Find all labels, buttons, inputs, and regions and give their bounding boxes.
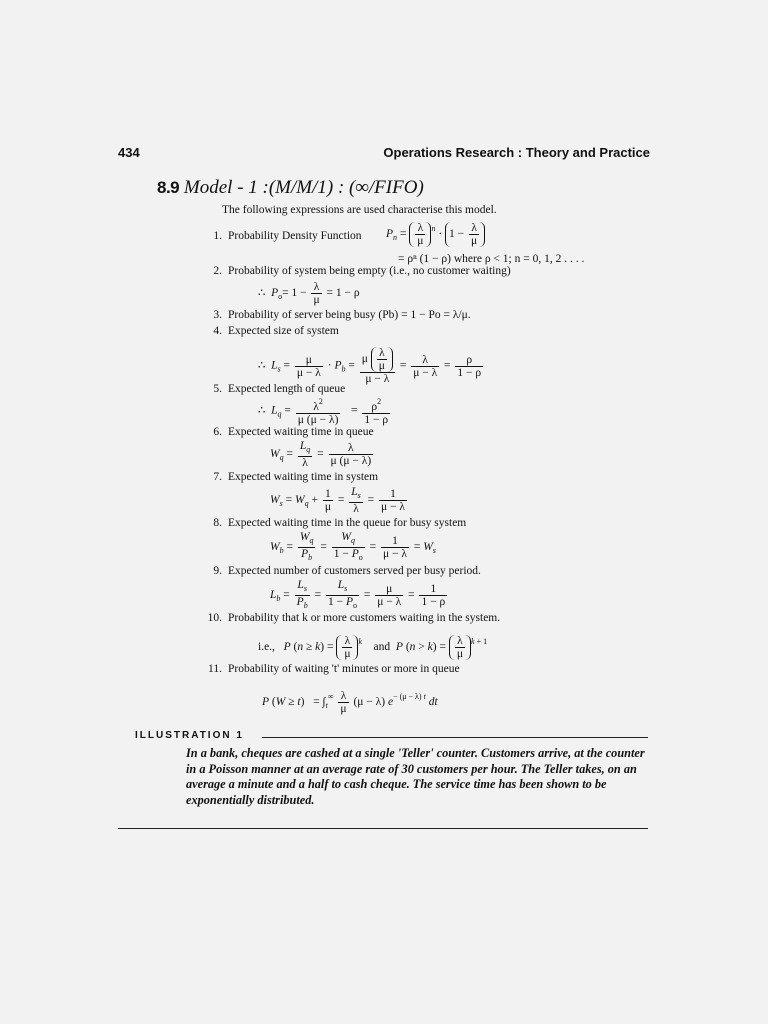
formula-10: i.e., P (n ≥ k) = $\frac{\lambda}{\mu}$ $^k$ and P (n > k) = $\frac{\lambda}{\mu}$ $^{k + 1}$ <box>258 635 488 660</box>
list-item <box>198 612 500 624</box>
formula-2: ∴ $P_o= 1$ − $\frac{\lambda}{\mu}$ = 1 − ρ <box>258 281 360 306</box>
bottom-rule <box>118 828 648 829</box>
item-text: Probability Density Function <box>228 230 362 242</box>
book-title: Operations Research : Theory and Practice <box>383 145 650 160</box>
formula-and: and <box>373 641 391 654</box>
formula-1: $P_n$ = $\frac{\lambda}{\mu}$ $^n$ · 1 − $\frac{\lambda}{\mu}$ <box>386 222 485 247</box>
item-number: 3. <box>213 309 222 321</box>
formula-1-condition: = ρⁿ (1 − ρ) where ρ < 1; n = 0, 1, 2 . . . . <box>398 253 585 265</box>
item-number: 11. <box>208 663 222 675</box>
list-item <box>198 230 362 242</box>
formula-7: $W_s = W_q$ + $\frac{1}{\mu}$ = $\frac{L_s}{\lambda}$ = $\frac{1}{\mu - \lambda}$ <box>270 486 405 515</box>
list-item <box>198 517 466 529</box>
formula-9: $L_b$ = $\frac{L_s}{P_b}$ = $\frac{L_s}{1 - P_o}$ = $\frac{\mu}{\mu - \lambda}$ = $\frac{1}{1 - \rho}$ <box>270 579 446 610</box>
formula-4: ∴ $L_s$ = $\frac{\mu}{\mu - \lambda}$ · $P_b$ = μ $\frac{\lambda}{\mu}$ μ − λ = $\frac{\lambda}{\mu - \lambda}$ = $\frac{\rho}{1 - \rho}$ <box>258 347 482 385</box>
formula-11: P $(W \ge t) = \int_t^\infty$ $\frac{\lambda}{\mu}$ (μ − λ) $e^{- (\mu - \lambda) t}$ dt <box>262 690 438 715</box>
list-item <box>198 471 378 483</box>
item-number: 8. <box>213 517 222 529</box>
formula-6: $W_q$ = $\frac{L_q}{\lambda}$ = $\frac{\lambda}{\mu (\mu - \lambda)}$ <box>270 440 372 469</box>
item-number: 6. <box>213 426 222 438</box>
illustration-label: ILLUSTRATION 1 <box>135 730 244 741</box>
section-number: 8.9 <box>157 178 180 197</box>
item-number: 4. <box>213 325 222 337</box>
item-text: Probability of waiting 't' minutes or more in queue <box>228 663 460 675</box>
item-text: Expected size of system <box>228 325 339 337</box>
item-text: Probability of server being busy (Pb) = 1 − Po = λ/μ. <box>228 309 471 321</box>
item-text: Probability that k or more customers waiting in the system. <box>228 612 501 624</box>
list-item <box>198 565 481 577</box>
item-number: 7. <box>213 471 222 483</box>
list-item <box>198 663 460 675</box>
item-text: Expected number of customers served per busy period. <box>228 565 481 577</box>
list-item <box>198 309 471 321</box>
item-text: Probability of system being empty (i.e., no customer waiting) <box>228 265 511 277</box>
formula-ie: i.e., <box>258 641 275 654</box>
item-text: Expected waiting time in queue <box>228 426 374 438</box>
formula-5: ∴ $L_q$ = $\frac{\lambda^2}{\mu (\mu - \lambda)}$ = $\frac{\rho^2}{1 - \rho}$ <box>258 397 389 426</box>
item-number: 1. <box>213 230 222 242</box>
section-intro: The following expressions are used characterise this model. <box>222 204 497 216</box>
item-number: 5. <box>213 383 222 395</box>
item-number: 2. <box>213 265 222 277</box>
list-item <box>198 426 374 438</box>
illustration-rule <box>262 737 648 738</box>
item-number: 10. <box>207 612 222 624</box>
illustration-text: In a bank, cheques are cashed at a single 'Teller' counter. Customers arrive, at the counter in a Poisson manner at an average rate of 30 customers per hour. The Teller takes, on an average a minute and a half to cash cheque. The service time has been shown to be exponentially distributed. <box>186 746 645 807</box>
list-item <box>198 383 345 395</box>
section-heading <box>157 177 424 199</box>
page-number: 434 <box>118 145 140 160</box>
list-item <box>198 265 511 277</box>
item-text: Expected waiting time in the queue for busy system <box>228 517 467 529</box>
list-item <box>198 325 339 337</box>
item-text: Expected length of queue <box>228 383 346 395</box>
section-title: Model - 1 :(M/M/1) : (∞/FIFO) <box>183 177 424 198</box>
item-text: Expected waiting time in system <box>228 471 379 483</box>
item-number: 9. <box>213 565 222 577</box>
formula-8: $W_b$ = $\frac{W_q}{P_b}$ = $\frac{W_q}{1 - P_o}$ = $\frac{1}{\mu - \lambda}$ = $W_s$ <box>270 531 436 562</box>
